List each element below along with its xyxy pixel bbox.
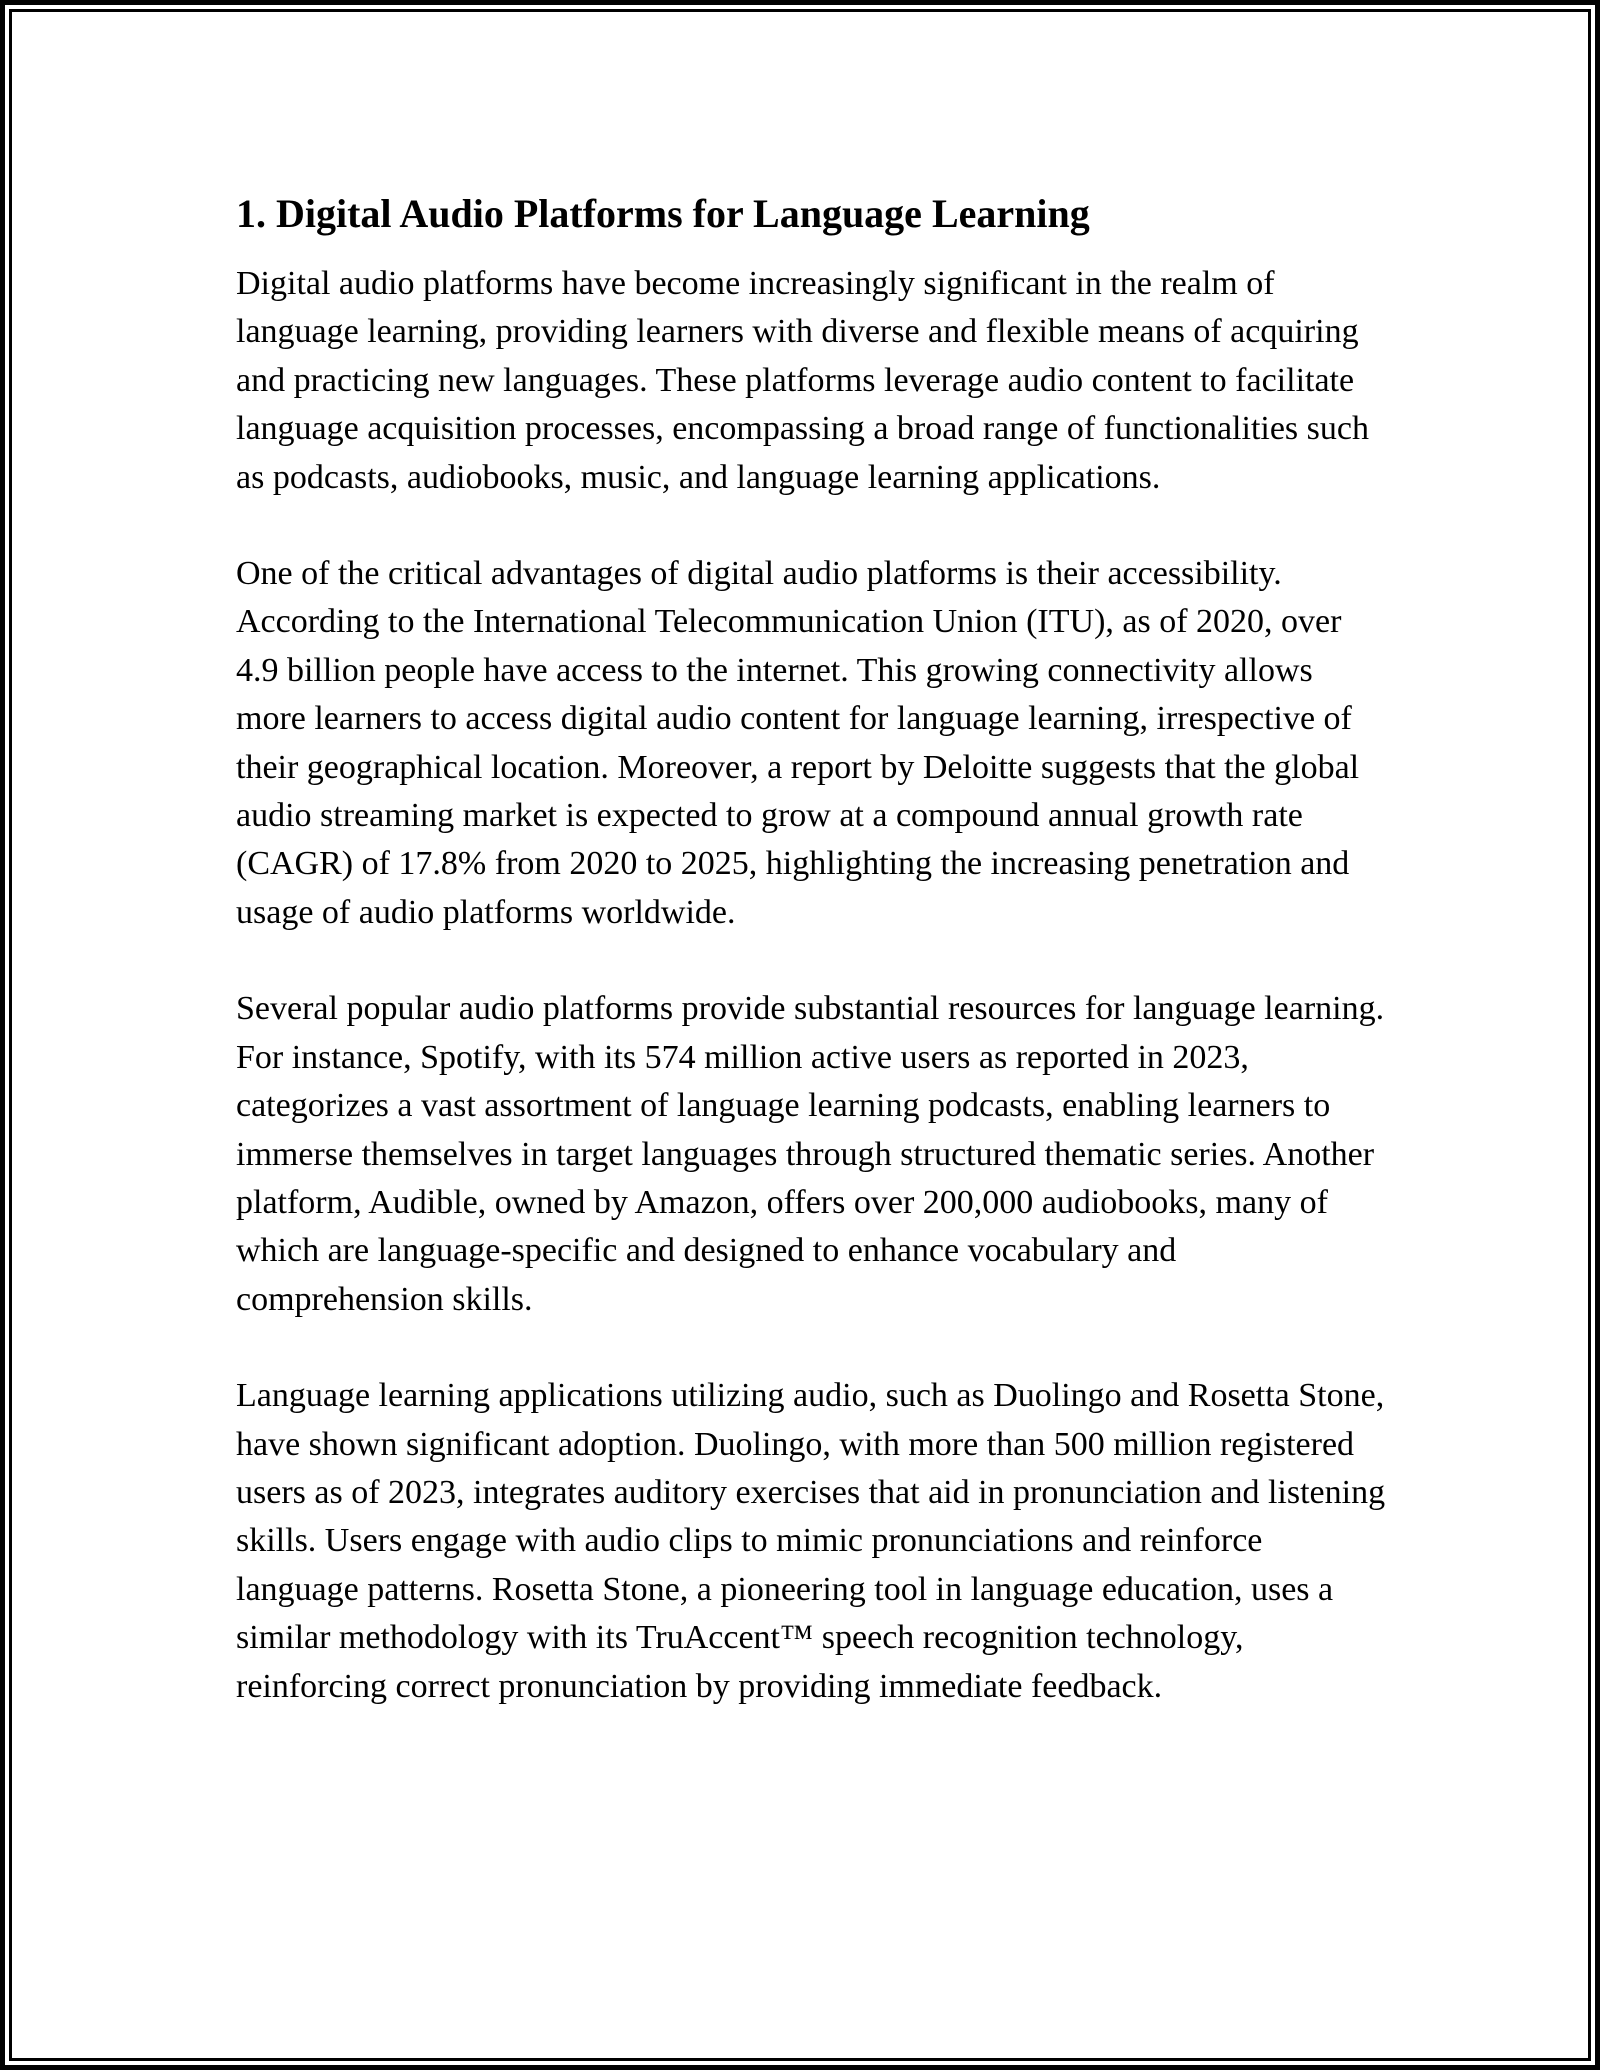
paragraph-intro: Digital audio platforms have become increasingly significant in the realm of language learning, providing learners with diverse and flexible means of acquiring and practicing new languages. These platforms leverage audio content to facilitate language acquisition processes, encompassing a broad range of functionalities such as podcasts, audiobooks, music, and language learning applications. xyxy=(236,265,1369,496)
document-body xyxy=(236,184,1386,1759)
paragraph-accessibility: One of the critical advantages of digital audio platforms is their accessibility. According to the International Telecommunication Union (ITU), as of 2020, over 4.9 billion people have access to the internet. This growing connectivity allows more learners to access digital audio content for language learning, irrespective of their geographical location. Moreover, a report by Deloitte suggests that the global audio streaming market is expected to grow at a compound annual growth rate (CAGR) of 17.8% from 2020 to 2025, highlighting the increasing penetration and usage of audio platforms worldwide. xyxy=(236,555,1360,931)
paragraph-popular-platforms: Several popular audio platforms provide substantial resources for language learning. For instance, Spotify, with its 574 million active users as reported in 2023, categorizes a vast assortment of language learning podcasts, enabling learners to immerse themselves in target languages through structured thematic series. Another platform, Audible, owned by Amazon, offers over 200,000 audiobooks, many of which are language-specific and designed to enhance vocabulary and comprehension skills. xyxy=(236,990,1385,1318)
paragraph-applications: Language learning applications utilizing audio, such as Duolingo and Rosetta Stone, have shown significant adoption. Duolingo, with more than 500 million registered users as of 2023, integrates auditory exercises that aid in pronunciation and listening skills. Users engage with audio clips to mimic pronunciations and reinforce language patterns. Rosetta Stone, a pioneering tool in language education, uses a similar methodology with its TruAccent™ speech recognition technology, reinforcing correct pronunciation by providing immediate feedback. xyxy=(236,1377,1386,1705)
section-heading: 1. Digital Audio Platforms for Language Learning xyxy=(236,191,1090,236)
